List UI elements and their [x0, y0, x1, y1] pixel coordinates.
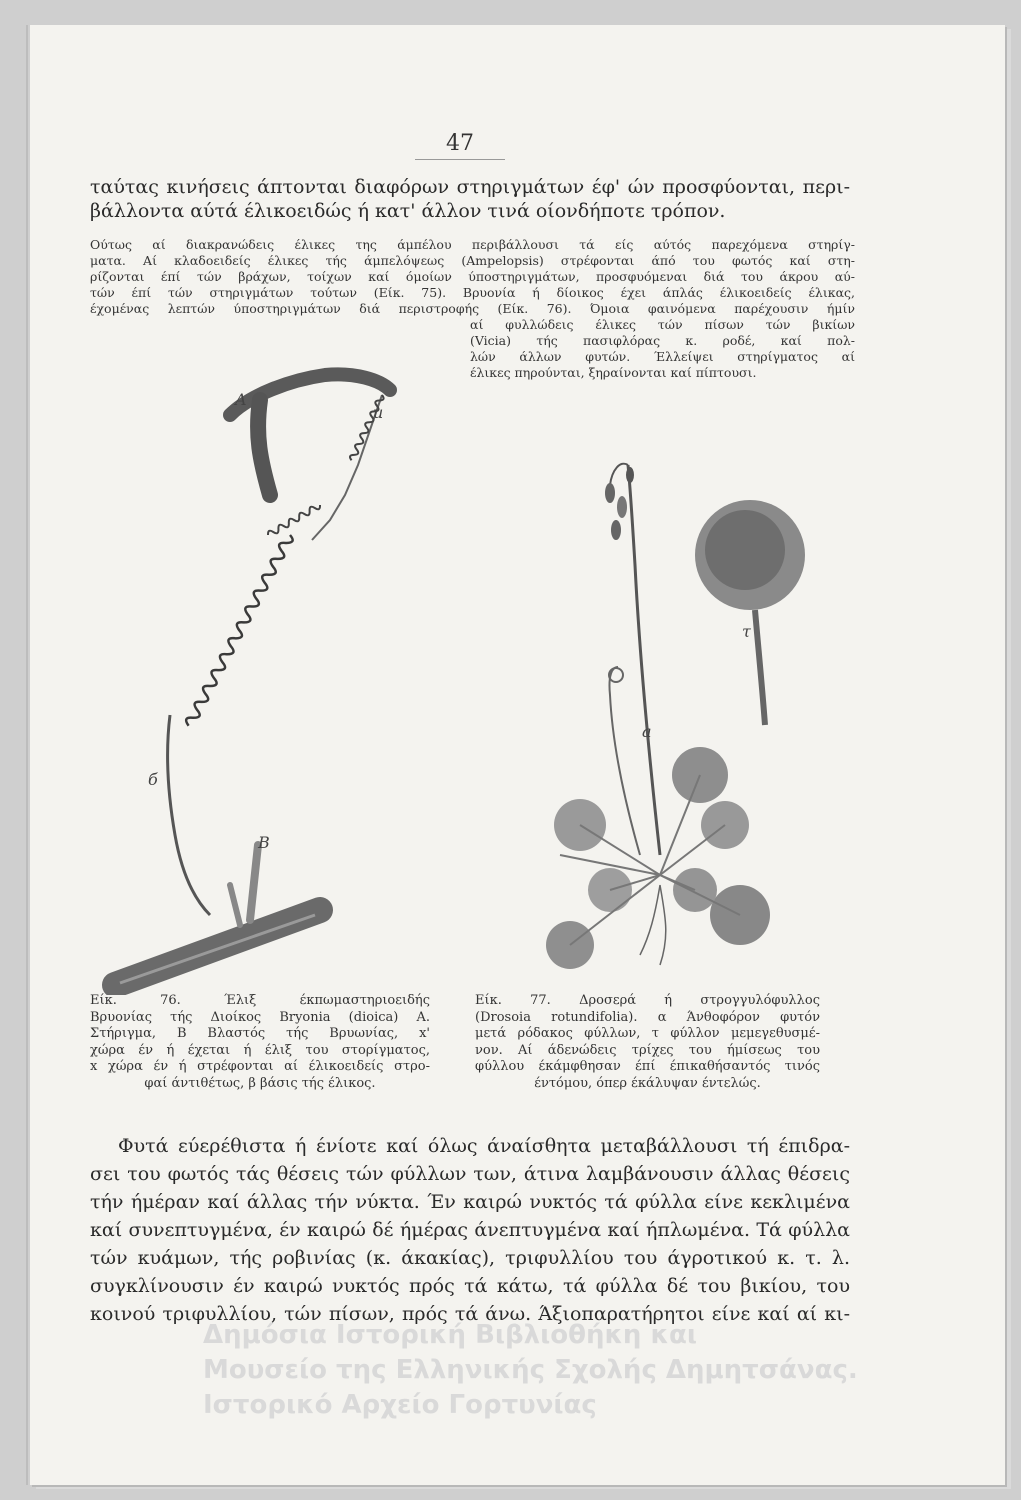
- flower-bud: [626, 467, 634, 483]
- caption-line: Βρυονίας τής Διοίκος Bryonia (dioica) A.: [90, 1009, 430, 1025]
- caption-line: μετά ρόδακος φύλλων, τ φύλλον μεμεγεθυσμέ-: [475, 1026, 820, 1041]
- enlarged-leaf-core: [705, 510, 785, 590]
- text-line: (Vicia) τής πασιφλόρας κ. ροδέ, καί πολ-: [470, 333, 855, 348]
- caption-line: φύλλου έκάμφθησαν έπί έπικαθήσαντός τινός: [475, 1059, 820, 1074]
- flower-stalk: [628, 465, 660, 855]
- caption-line: (Drosoia rotundifolia). α Άνθοφόρον φυτόν: [475, 1009, 820, 1025]
- figure-76-label-b: B: [258, 833, 270, 852]
- figure-77-illustration: [500, 435, 830, 1005]
- coil-middle: [267, 502, 322, 537]
- caption-line: φαί άντιθέτως, β βάσις τής έλικος.: [144, 1075, 376, 1091]
- figure-77-label-tau: τ: [742, 622, 751, 641]
- text-line: κοινού τριφυλλίου, τών πίσων, πρός τά άνω. Άξιοπαρατήρητοι είνε καί αί κι-: [90, 1303, 850, 1325]
- text-line: αί φυλλώδεις έλικες τών πίσων τών βικίων: [470, 317, 855, 332]
- bottom-paragraph: [90, 1132, 850, 1328]
- text-line: Ούτως αί διακρανώδεις έλικες της άμπέλου περιβάλλουσι τά είς αύτός παρεχόμενα στηρίγ-: [90, 237, 855, 252]
- stem-b-highlight: [120, 915, 315, 983]
- text-line: ματα. Αί κλαδοειδείς έλικες τής άμπελόψεως (Ampelopsis) στρέφονται άπό του φωτός καί στη-: [90, 253, 855, 268]
- text-line: καί συνεπτυγμένα, έν καιρώ δέ ήμέρας άνεπτυγμένα καί ήπλωμένα. Τά φύλλα: [90, 1219, 850, 1241]
- text-line: τών κυάμων, τής ροβινίας (κ. άκακίας), τριφυλλίου του άγροτικού κ. τ. λ.: [90, 1247, 850, 1269]
- figure-76-caption: [90, 993, 430, 1092]
- page-number: 47: [446, 131, 474, 156]
- library-watermark: [203, 1318, 858, 1423]
- watermark-line: Μουσείο της Ελληνικής Σχολής Δημητσάνας.: [203, 1355, 858, 1385]
- second-stalk: [609, 667, 640, 855]
- header-rule: [415, 159, 505, 160]
- roots: [640, 885, 666, 965]
- caption-line: Στήριγμα, B Βλαστός τής Βρυωνίας, x': [90, 1026, 430, 1041]
- text-line: τών έπί τών στηριγμάτων τούτων (Είκ. 75). Βρυονία ή δίοικος έχει άπλάς έλικοειδείς έλικας,: [90, 285, 855, 300]
- leaf-stalk-2: [230, 885, 240, 925]
- figure-76-label-beta: б: [148, 770, 158, 789]
- coil-lower: [184, 533, 294, 728]
- tendril-stem: [168, 715, 210, 915]
- book-page: [30, 25, 1005, 1485]
- text-line: Φυτά εύερέθιστα ή ένίοτε καί όλως άναίσθητα μεταβάλλουσι τή έπιδρα-: [118, 1135, 850, 1157]
- flower-bud: [611, 520, 621, 540]
- small-paragraph: [90, 237, 855, 317]
- figure-77-caption: [475, 993, 820, 1092]
- page-edge: [26, 25, 28, 1485]
- watermark-line: Δημόσια Ιστορική Βιβλιοθήκη και: [203, 1320, 697, 1350]
- support-branch-lower: [258, 400, 270, 495]
- caption-line: Είκ. 76. Έλιξ έκπωμαστηριοειδής: [90, 993, 430, 1008]
- caption-line: έντόμου, όπερ έκάλυψαν έντελώς.: [534, 1075, 761, 1091]
- text-line: έχομένας λεπτών ύποστηριγμάτων διά περιστροφής (Είκ. 76). Όμοια φαινόμενα παρέχουσιν ήμίν: [90, 301, 855, 316]
- flower-raceme: [610, 464, 628, 485]
- figure-76-label-u: u: [373, 403, 384, 422]
- flower-bud: [617, 496, 627, 518]
- text-line: ρίζονται έπί τών βράχων, τοίχων καί όμοίων ύποστηριγμάτων, προσφυόμεναι διά του άκρου αύ-: [90, 269, 855, 284]
- enlarged-leaf-stalk: [755, 610, 765, 725]
- figure-77-label-a: a: [642, 722, 652, 741]
- text-line: βάλλοντα αύτά έλικοειδώς ή κατ' άλλον τινά οίονδήποτε τρόπον.: [90, 200, 726, 222]
- flower-bud: [605, 483, 615, 503]
- caption-line: νον. Αί άδενώδεις τρίχες του ήμίσεως του: [475, 1042, 820, 1058]
- caption-line: χώρα έν ή έχεται ή έλιξ του στορίγματος,: [90, 1042, 430, 1058]
- text-line: ταύτας κινήσεις άπτονται διαφόρων στηριγμάτων έφ' ών προσφύονται, περι-: [90, 176, 850, 198]
- intro-text: [90, 175, 850, 223]
- caption-line: x χώρα έν ή στρέφονται αί έλικοειδείς στρο-: [90, 1059, 430, 1074]
- leaf-stalk: [250, 845, 258, 920]
- figure-76-label-a: A: [235, 390, 247, 409]
- text-line: τήν ήμέραν καί άλλας τήν νύκτα. Έν καιρώ νυκτός τά φύλλα είνε κεκλιμένα: [90, 1191, 850, 1213]
- watermark-line: Ιστορικό Αρχείο Γορτυνίας: [203, 1390, 597, 1420]
- text-line: σει του φωτός τάς θέσεις τών φύλλων των, άτινα λαμβάνουσιν άλλας θέσεις: [90, 1163, 850, 1185]
- small-paragraph-right: [470, 317, 855, 381]
- text-line: λών άλλων φυτών. Έλλείψει στηρίγματος αί: [470, 349, 855, 364]
- text-line: έλικες πηρούνται, ξηραίνονται καί πίπτουσι.: [470, 365, 757, 380]
- caption-line: Είκ. 77. Δροσερά ή στρογγυλόφυλλος: [475, 993, 820, 1008]
- figure-76-illustration: [90, 355, 440, 995]
- text-line: συγκλίνουσιν έν καιρώ νυκτός πρός τά κάτω, τά φύλλα δέ του βικίου, του: [90, 1275, 850, 1297]
